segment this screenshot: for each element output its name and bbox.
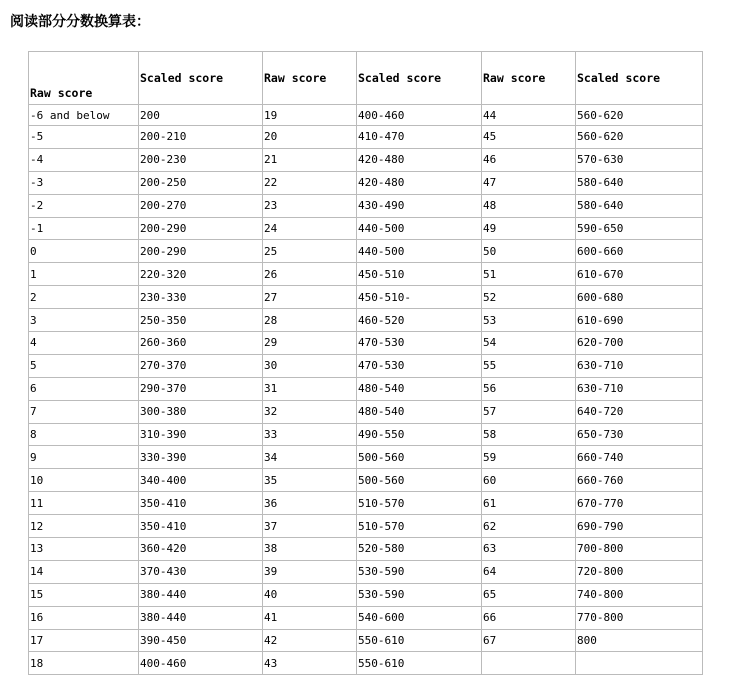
raw-score-cell: 2 [29,286,139,309]
raw-score-cell: 37 [263,515,357,538]
raw-score-cell: 42 [263,629,357,652]
raw-score-cell: 3 [29,309,139,332]
scaled-score-cell: 430-490 [357,194,482,217]
raw-score-cell: 12 [29,515,139,538]
table-row [29,400,703,423]
raw-score-cell: 65 [482,583,576,606]
raw-score-cell: 62 [482,515,576,538]
table-row [29,217,703,240]
raw-score-cell: 20 [263,126,357,149]
score-conversion-table [28,51,703,675]
raw-score-cell: -4 [29,148,139,171]
table-row [29,423,703,446]
table-row [29,469,703,492]
scaled-score-cell: 720-800 [576,560,703,583]
scaled-score-cell: 640-720 [576,400,703,423]
raw-score-cell: 5 [29,354,139,377]
scaled-score-cell: 450-510- [357,286,482,309]
scaled-score-header: Scaled score [139,52,263,105]
raw-score-cell: 21 [263,148,357,171]
scaled-score-cell: 670-770 [576,492,703,515]
scaled-score-cell: 580-640 [576,194,703,217]
raw-score-cell: 13 [29,538,139,561]
raw-score-cell: 41 [263,606,357,629]
scaled-score-cell: 380-440 [139,583,263,606]
scaled-score-cell: 650-730 [576,423,703,446]
scaled-score-cell: 290-370 [139,377,263,400]
scaled-score-cell: 600-660 [576,240,703,263]
scaled-score-cell: 590-650 [576,217,703,240]
raw-score-cell: -5 [29,126,139,149]
raw-score-cell: 43 [263,652,357,675]
raw-score-cell: 7 [29,400,139,423]
scaled-score-cell: 460-520 [357,309,482,332]
scaled-score-cell: 610-690 [576,309,703,332]
scaled-score-cell: 440-500 [357,217,482,240]
raw-score-header: Raw score [263,52,357,105]
scaled-score-cell: 740-800 [576,583,703,606]
raw-score-cell: 15 [29,583,139,606]
scaled-score-cell: 420-480 [357,148,482,171]
table-row [29,332,703,355]
raw-score-cell: 1 [29,263,139,286]
scaled-score-cell: 770-800 [576,606,703,629]
scaled-score-header: Scaled score [576,52,703,105]
raw-score-cell: 36 [263,492,357,515]
scaled-score-cell: 440-500 [357,240,482,263]
scaled-score-cell: 510-570 [357,492,482,515]
table-row [29,126,703,149]
raw-score-cell: 60 [482,469,576,492]
raw-score-cell: 58 [482,423,576,446]
scaled-score-cell: 550-610 [357,652,482,675]
table-row [29,354,703,377]
scaled-score-cell: 400-460 [139,652,263,675]
scaled-score-cell: 620-700 [576,332,703,355]
raw-score-cell: 35 [263,469,357,492]
page-title: 阅读部分分数换算表： [10,14,150,30]
raw-score-cell: 63 [482,538,576,561]
raw-score-cell: 26 [263,263,357,286]
raw-score-cell: 0 [29,240,139,263]
table-row [29,377,703,400]
scaled-score-cell: 350-410 [139,515,263,538]
raw-score-cell: 61 [482,492,576,515]
raw-score-cell: 14 [29,560,139,583]
scaled-score-cell: 630-710 [576,377,703,400]
scaled-score-cell: 490-550 [357,423,482,446]
table-row [29,171,703,194]
scaled-score-cell: 360-420 [139,538,263,561]
raw-score-cell: -3 [29,171,139,194]
raw-score-cell: 67 [482,629,576,652]
table-row [29,652,703,675]
table-row [29,492,703,515]
scaled-score-cell: 200 [139,105,263,126]
raw-score-cell: 10 [29,469,139,492]
raw-score-cell: 40 [263,583,357,606]
scaled-score-cell: 660-760 [576,469,703,492]
scaled-score-cell: 200-270 [139,194,263,217]
scaled-score-cell: 380-440 [139,606,263,629]
table-row [29,560,703,583]
scaled-score-cell: 390-450 [139,629,263,652]
raw-score-cell: 59 [482,446,576,469]
raw-score-cell: 53 [482,309,576,332]
raw-score-cell: 39 [263,560,357,583]
raw-score-cell: 19 [263,105,357,126]
raw-score-cell: 17 [29,629,139,652]
scaled-score-cell: 350-410 [139,492,263,515]
raw-score-cell: 11 [29,492,139,515]
scaled-score-cell: 510-570 [357,515,482,538]
raw-score-cell: 29 [263,332,357,355]
table-row [29,583,703,606]
raw-score-cell: 45 [482,126,576,149]
scaled-score-cell: 310-390 [139,423,263,446]
scaled-score-cell: 200-250 [139,171,263,194]
raw-score-cell: 49 [482,217,576,240]
scaled-score-cell: 550-610 [357,629,482,652]
raw-score-cell: 28 [263,309,357,332]
scaled-score-cell: 200-290 [139,217,263,240]
raw-score-cell: 34 [263,446,357,469]
table-row [29,105,703,126]
raw-score-header: Raw score [482,52,576,105]
table-row [29,515,703,538]
table-row [29,446,703,469]
scaled-score-cell: 220-320 [139,263,263,286]
raw-score-cell: 48 [482,194,576,217]
raw-score-cell: 30 [263,354,357,377]
raw-score-cell: 23 [263,194,357,217]
scaled-score-cell: 500-560 [357,446,482,469]
table-row [29,286,703,309]
raw-score-cell: 50 [482,240,576,263]
scaled-score-cell: 690-790 [576,515,703,538]
scaled-score-cell: 250-350 [139,309,263,332]
table-row [29,148,703,171]
table-row [29,194,703,217]
raw-score-cell: 64 [482,560,576,583]
raw-score-cell: 57 [482,400,576,423]
raw-score-cell: 22 [263,171,357,194]
scaled-score-cell: 520-580 [357,538,482,561]
raw-score-header: Raw score [29,52,139,105]
scaled-score-cell: 330-390 [139,446,263,469]
raw-score-cell: 32 [263,400,357,423]
raw-score-cell: 31 [263,377,357,400]
raw-score-cell: 16 [29,606,139,629]
table-row [29,263,703,286]
scaled-score-cell: 260-360 [139,332,263,355]
scaled-score-cell: 570-630 [576,148,703,171]
table-row [29,240,703,263]
scaled-score-cell [576,652,703,675]
raw-score-cell: 25 [263,240,357,263]
table-row [29,629,703,652]
scaled-score-cell: 700-800 [576,538,703,561]
scaled-score-cell: 530-590 [357,583,482,606]
scaled-score-cell: 200-210 [139,126,263,149]
scaled-score-cell: 230-330 [139,286,263,309]
raw-score-cell [482,652,576,675]
scaled-score-cell: 560-620 [576,126,703,149]
scaled-score-cell: 660-740 [576,446,703,469]
scaled-score-cell: 470-530 [357,354,482,377]
scaled-score-cell: 420-480 [357,171,482,194]
scaled-score-cell: 410-470 [357,126,482,149]
scaled-score-cell: 560-620 [576,105,703,126]
table-row [29,606,703,629]
raw-score-cell: 47 [482,171,576,194]
table-row [29,309,703,332]
scaled-score-cell: 200-230 [139,148,263,171]
raw-score-cell: 56 [482,377,576,400]
raw-score-cell: 52 [482,286,576,309]
table-row [29,538,703,561]
raw-score-cell: 6 [29,377,139,400]
scaled-score-cell: 270-370 [139,354,263,377]
scaled-score-cell: 200-290 [139,240,263,263]
scaled-score-cell: 450-510 [357,263,482,286]
raw-score-cell: -2 [29,194,139,217]
raw-score-cell: 27 [263,286,357,309]
scaled-score-cell: 580-640 [576,171,703,194]
raw-score-cell: 66 [482,606,576,629]
scaled-score-cell: 480-540 [357,377,482,400]
raw-score-cell: 55 [482,354,576,377]
raw-score-cell: 18 [29,652,139,675]
raw-score-cell: 44 [482,105,576,126]
raw-score-cell: -1 [29,217,139,240]
raw-score-cell: 38 [263,538,357,561]
header-row [29,52,703,105]
scaled-score-cell: 340-400 [139,469,263,492]
scaled-score-cell: 600-680 [576,286,703,309]
scaled-score-cell: 800 [576,629,703,652]
raw-score-cell: 46 [482,148,576,171]
scaled-score-cell: 470-530 [357,332,482,355]
scaled-score-cell: 540-600 [357,606,482,629]
scaled-score-cell: 610-670 [576,263,703,286]
scaled-score-cell: 370-430 [139,560,263,583]
raw-score-cell: -6 and below [29,105,139,126]
scaled-score-header: Scaled score [357,52,482,105]
raw-score-cell: 4 [29,332,139,355]
raw-score-cell: 8 [29,423,139,446]
scaled-score-cell: 530-590 [357,560,482,583]
raw-score-cell: 9 [29,446,139,469]
scaled-score-cell: 400-460 [357,105,482,126]
raw-score-cell: 54 [482,332,576,355]
raw-score-cell: 24 [263,217,357,240]
scaled-score-cell: 630-710 [576,354,703,377]
scaled-score-cell: 300-380 [139,400,263,423]
scaled-score-cell: 500-560 [357,469,482,492]
raw-score-cell: 51 [482,263,576,286]
scaled-score-cell: 480-540 [357,400,482,423]
raw-score-cell: 33 [263,423,357,446]
